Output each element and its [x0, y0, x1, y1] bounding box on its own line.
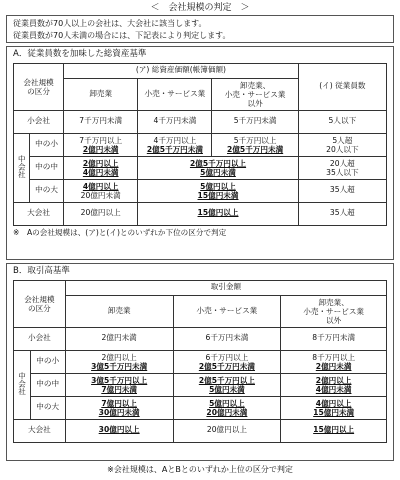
row-label-mid-mid: 中の中 [30, 373, 65, 396]
section-a-title: A．従業員数を加味した総資産基準 [13, 49, 147, 59]
header-employees: (イ) 従業員数 [298, 63, 386, 110]
table-cell: 6千万円未満 [173, 327, 281, 350]
table-cell: 15億円以上 [281, 419, 387, 442]
table-cell: 2億5千万円以上 5億円未満 [138, 156, 298, 179]
section-a [6, 46, 394, 260]
mid-group-label: 中会社 [14, 350, 31, 419]
table-row [14, 419, 387, 442]
table-cell: 2億円未満 [65, 327, 173, 350]
header-other: 卸売業、 小売・サービス業 以外 [281, 295, 387, 327]
table-cell: 4千万円未満 [138, 110, 212, 133]
table-cell: 8千万円以上 2億円未満 [281, 350, 387, 373]
table-row [14, 396, 387, 419]
header-sales-amount: 取引金額 [65, 280, 386, 295]
table-cell: 35人超 [298, 202, 386, 225]
table-cell: 5人以下 [298, 110, 386, 133]
table-a [13, 63, 387, 226]
row-label-mid-mid: 中の中 [30, 156, 64, 179]
table-cell: 5千万円未満 [212, 110, 298, 133]
header-size-class: 会社規模 の区分 [14, 63, 64, 110]
header-retail: 小売・サービス業 [173, 295, 281, 327]
table-cell: 6千万円以上 2億5千万円未満 [173, 350, 281, 373]
intro-line-1: 従業員数が70人以上の会社は、大会社に該当します。 [13, 19, 207, 28]
mid-group-label: 中会社 [14, 133, 30, 202]
row-label-large: 大会社 [14, 202, 64, 225]
header-wholesale: 卸売業 [65, 295, 173, 327]
header-wholesale: 卸売業 [64, 78, 138, 110]
table-cell: 7億円以上 30億円未満 [65, 396, 173, 419]
row-label-mid-large: 中の大 [30, 396, 65, 419]
table-cell: 2億円以上 3億5千万円未満 [65, 350, 173, 373]
intro-box [6, 15, 394, 43]
table-cell: 30億円以上 [65, 419, 173, 442]
header-retail: 小売・サービス業 [138, 78, 212, 110]
intro-line-2: 従業員数が70人未満の場合には、下記表により判定します。 [13, 31, 231, 40]
row-label-large: 大会社 [14, 419, 66, 442]
table-cell: 20億円以上 [173, 419, 281, 442]
row-label-mid-small: 中の小 [30, 350, 65, 373]
table-row [14, 110, 387, 133]
table-cell: 2億円以上 4億円未満 [64, 156, 138, 179]
table-row [14, 179, 387, 202]
table-cell: 5億円以上 20億円未満 [173, 396, 281, 419]
table-cell: 7千万円以上 2億円未満 [64, 133, 138, 156]
table-cell: 5億円以上 15億円未満 [138, 179, 298, 202]
table-row [14, 202, 387, 225]
table-cell: 3億5千万円以上 7億円未満 [65, 373, 173, 396]
row-label-mid-small: 中の小 [30, 133, 64, 156]
table-cell: 7千万円未満 [64, 110, 138, 133]
table-cell: 15億円以上 [138, 202, 298, 225]
table-row [14, 327, 387, 350]
row-label-mid-large: 中の大 [30, 179, 64, 202]
table-cell: 35人超 [298, 179, 386, 202]
row-label-small: 小会社 [14, 110, 64, 133]
table-cell: 4億円以上 15億円未満 [281, 396, 387, 419]
table-cell: 4千万円以上 2億5千万円未満 [138, 133, 212, 156]
table-cell: 4億円以上 20億円未満 [64, 179, 138, 202]
table-cell: 8千万円未満 [281, 327, 387, 350]
table-row [14, 156, 387, 179]
table-row [14, 350, 387, 373]
table-cell: 2億円以上 4億円未満 [281, 373, 387, 396]
header-total-assets: (ア) 総資産価額(帳簿価額) [64, 63, 299, 78]
table-cell: 5千万円以上 2億5千万円未満 [212, 133, 298, 156]
page-title: ＜ 会社規模の判定 ＞ [150, 3, 250, 13]
section-b [6, 263, 394, 461]
table-b [13, 280, 387, 443]
section-b-title: B．取引高基準 [13, 266, 70, 276]
footer-note: ※会社規模は、AとBとのいずれか上位の区分で判定 [107, 465, 293, 474]
table-cell: 20億円以上 [64, 202, 138, 225]
table-row [14, 133, 387, 156]
row-label-small: 小会社 [14, 327, 66, 350]
table-cell: 5人超 20人以下 [298, 133, 386, 156]
table-cell: 2億5千万円以上 5億円未満 [173, 373, 281, 396]
table-row [14, 373, 387, 396]
header-other: 卸売業、 小売・サービス業 以外 [212, 78, 298, 110]
header-size-class: 会社規模 の区分 [14, 280, 66, 327]
table-cell: 20人超 35人以下 [298, 156, 386, 179]
section-a-note: ※ Aの会社規模は、(ア)と(イ)とのいずれか下位の区分で判定 [13, 227, 227, 237]
